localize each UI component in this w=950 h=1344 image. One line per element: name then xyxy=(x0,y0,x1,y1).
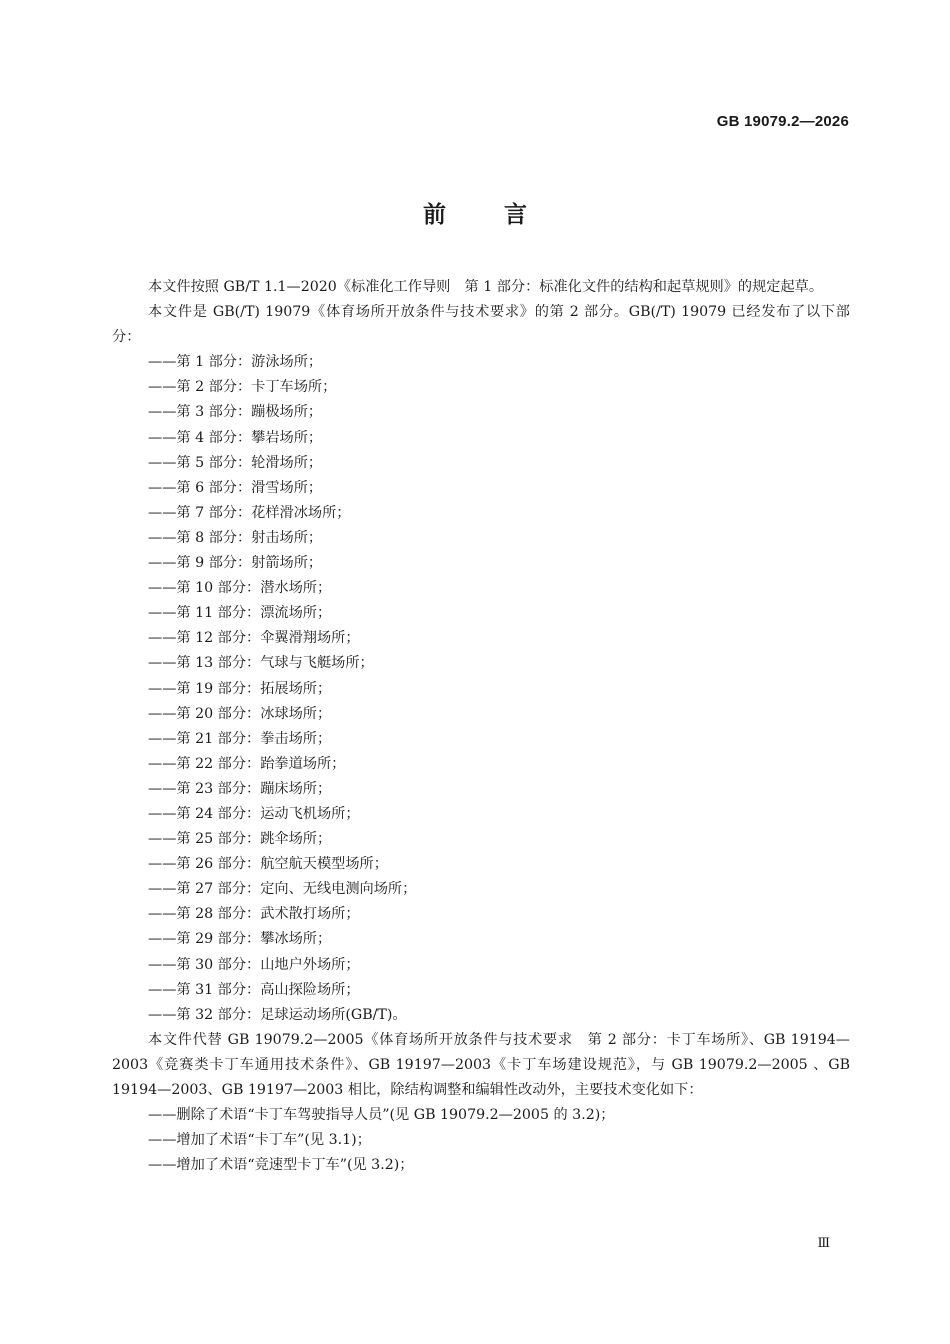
list-item: ——第 8 部分：射击场所； xyxy=(148,529,323,546)
document-body xyxy=(112,275,850,1178)
list-item: ——增加了术语“卡丁车”(见 3.1)； xyxy=(148,1132,371,1149)
paragraph-series-intro: 本文件是 GB(/T) 19079《体育场所开放条件与技术要求》的第 2 部分。GB(/T) 19079 已经发布了以下部分： xyxy=(112,304,850,346)
list-item: ——第 1 部分：游泳场所； xyxy=(148,354,323,371)
list-item: ——第 28 部分：武术散打场所； xyxy=(148,906,360,923)
list-item: ——第 19 部分：拓展场所； xyxy=(148,680,332,697)
list-item: ——第 27 部分：定向、无线电测向场所； xyxy=(148,881,417,898)
list-item: ——第 23 部分：蹦床场所； xyxy=(148,780,332,797)
list-item: ——第 20 部分：冰球场所； xyxy=(148,705,332,722)
list-item: ——第 4 部分：攀岩场所； xyxy=(148,429,323,446)
list-item: ——第 32 部分：足球运动场所(GB/T)。 xyxy=(148,1006,407,1023)
list-item: ——第 12 部分：伞翼滑翔场所； xyxy=(148,630,360,647)
list-item: ——第 3 部分：蹦极场所； xyxy=(148,404,323,421)
list-item: ——第 9 部分：射箭场所； xyxy=(148,555,323,572)
list-item: ——第 10 部分：潜水场所； xyxy=(148,580,332,597)
list-item: ——第 25 部分：跳伞场所； xyxy=(148,831,332,848)
paragraph-replacement-note: 本文件代替 GB 19079.2—2005《体育场所开放条件与技术要求 第 2 部分：卡丁车场所》、GB 19194—2003《竞赛类卡丁车通用技术条件》、GB 19197—2003《卡丁车场建设规范》，与 GB 19079.2—2005 、GB 19194—2003、GB 19197—2003 相比，除结构调整和编辑性改动外，主要技术变化如下： xyxy=(112,1031,850,1098)
page-title: 前言 xyxy=(423,202,585,228)
list-item: ——第 13 部分：气球与飞艇场所； xyxy=(148,655,374,672)
paragraph-drafting-rules: 本文件按照 GB/T 1.1—2020《标准化工作导则 第 1 部分：标准化文件的结构和起草规则》的规定起草。 xyxy=(148,279,824,295)
page-number: Ⅲ xyxy=(817,1236,830,1251)
list-item: ——第 5 部分：轮滑场所； xyxy=(148,454,323,471)
parts-list xyxy=(112,350,850,1028)
list-item: ——第 24 部分：运动飞机场所； xyxy=(148,805,360,822)
list-item: ——第 2 部分：卡丁车场所； xyxy=(148,379,337,396)
list-item: ——增加了术语“竞速型卡丁车”(见 3.2)； xyxy=(148,1157,414,1174)
list-item: ——删除了术语“卡丁车驾驶指导人员”(见 GB 19079.2—2005 的 3.2)； xyxy=(148,1107,615,1124)
list-item: ——第 21 部分：拳击场所； xyxy=(148,730,332,747)
list-item: ——第 31 部分：高山探险场所； xyxy=(148,981,360,998)
list-item: ——第 26 部分：航空航天模型场所； xyxy=(148,856,388,873)
list-item: ——第 30 部分：山地户外场所； xyxy=(148,956,360,973)
list-item: ——第 11 部分：漂流场所； xyxy=(148,605,332,622)
changes-list xyxy=(112,1103,850,1178)
list-item: ——第 6 部分：滑雪场所； xyxy=(148,479,323,496)
standard-code: GB 19079.2—2026 xyxy=(716,113,849,130)
list-item: ——第 29 部分：攀冰场所； xyxy=(148,931,332,948)
list-item: ——第 22 部分：跆拳道场所； xyxy=(148,755,346,772)
list-item: ——第 7 部分：花样滑冰场所； xyxy=(148,504,351,521)
